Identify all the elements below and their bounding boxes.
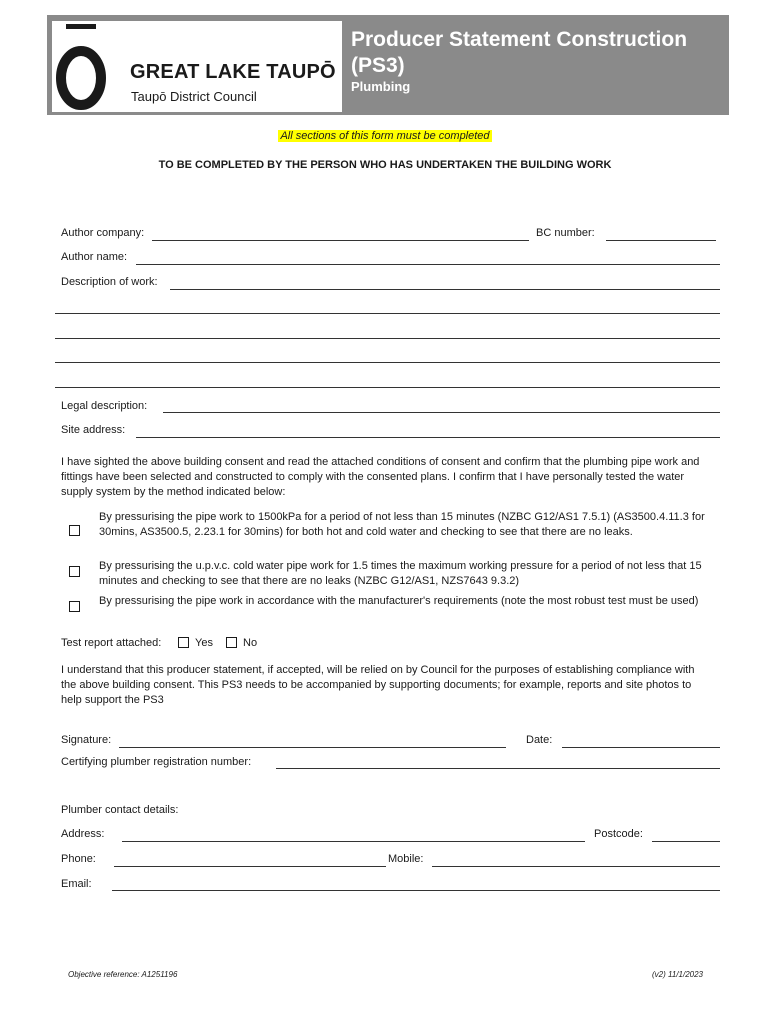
option-3-checkbox[interactable]	[69, 601, 80, 612]
form-title: Producer Statement Construction (PS3)	[351, 28, 688, 77]
site-address-field[interactable]	[136, 437, 720, 438]
mobile-label: Mobile:	[388, 853, 424, 865]
brand-name: GREAT LAKE TAUPŌ	[130, 61, 336, 83]
bc-number-label: BC number:	[536, 227, 595, 239]
postcode-field[interactable]	[652, 841, 720, 842]
legal-description-field[interactable]	[163, 412, 720, 413]
required-note-text: All sections of this form must be completed	[280, 130, 490, 142]
signature-field[interactable]	[119, 747, 506, 748]
legal-description-label: Legal description:	[61, 400, 148, 412]
option-1-text: By pressurising the pipe work to 1500kPa for a period of not less than 15 minutes (NZBC G12/AS1 7.5.1) (AS3500.4.11.3 for 30mins, AS3500.5, 2.23.1 for 30mins) for both hot and cold water and checking to see that there are no leaks.	[99, 511, 705, 538]
option-1-checkbox[interactable]	[69, 525, 80, 536]
phone-field[interactable]	[114, 866, 386, 867]
test-report-no-label: No	[243, 637, 258, 649]
email-field[interactable]	[112, 890, 720, 891]
objective-reference: Objective reference: A1251196	[68, 970, 178, 979]
description-line[interactable]	[55, 362, 720, 363]
option-2-text: By pressurising the u.p.v.c. cold water pipe work for 1.5 times the maximum working pressure for a period of not less that 15 minutes and checking to see that there are no leaks (NZBC G12/AS1, NZS7643 9.3.2)	[99, 560, 702, 587]
author-company-field[interactable]	[152, 240, 529, 241]
site-address-label: Site address:	[61, 424, 126, 436]
description-label: Description of work:	[61, 276, 158, 288]
description-line[interactable]	[55, 387, 720, 388]
author-name-label: Author name:	[61, 251, 128, 263]
bc-number-field[interactable]	[606, 240, 716, 241]
description-field[interactable]	[170, 289, 720, 290]
understanding-text: I understand that this producer statement, if accepted, will be relied on by Council for the purposes of establishing compliance with the above building consent. This PS3 needs to be accompanied by supporting documents; for example, reports and site photos to help support the PS3	[61, 664, 695, 706]
date-label: Date:	[526, 734, 553, 746]
form-subtitle: Plumbing	[351, 79, 411, 94]
address-label: Address:	[61, 828, 105, 840]
contact-heading: Plumber contact details:	[61, 804, 179, 816]
registration-field[interactable]	[276, 768, 720, 769]
author-name-field[interactable]	[136, 264, 720, 265]
version-date: (v2) 11/1/2023	[652, 970, 703, 979]
mobile-field[interactable]	[432, 866, 720, 867]
declaration-text: I have sighted the above building consent and read the attached conditions of consent and confirm that the plumbing pipe work and fittings have been selected and constructed to comply with the consented plans. I confirm that I have personally tested the water supply system by the method indicated below:	[61, 456, 700, 498]
postcode-label: Postcode:	[594, 828, 643, 840]
email-label: Email:	[61, 878, 92, 890]
test-report-yes-label: Yes	[195, 637, 213, 649]
description-line[interactable]	[55, 313, 720, 314]
test-report-yes-checkbox[interactable]	[178, 637, 189, 648]
instruction-heading: TO BE COMPLETED BY THE PERSON WHO HAS UNDERTAKEN THE BUILDING WORK	[158, 159, 612, 171]
council-logo-icon	[52, 22, 128, 112]
required-note	[0, 130, 770, 142]
option-2-checkbox[interactable]	[69, 566, 80, 577]
option-3-text: By pressurising the pipe work in accordance with the manufacturer's requirements (note the most robust test must be used)	[99, 595, 699, 607]
author-company-label: Author company:	[61, 227, 145, 239]
phone-label: Phone:	[61, 853, 96, 865]
signature-label: Signature:	[61, 734, 112, 746]
brand-subtitle: Taupō District Council	[131, 89, 257, 104]
date-field[interactable]	[562, 747, 720, 748]
description-line[interactable]	[55, 338, 720, 339]
registration-label: Certifying plumber registration number:	[61, 756, 252, 768]
test-report-label: Test report attached:	[61, 637, 162, 649]
address-field[interactable]	[122, 841, 585, 842]
test-report-no-checkbox[interactable]	[226, 637, 237, 648]
